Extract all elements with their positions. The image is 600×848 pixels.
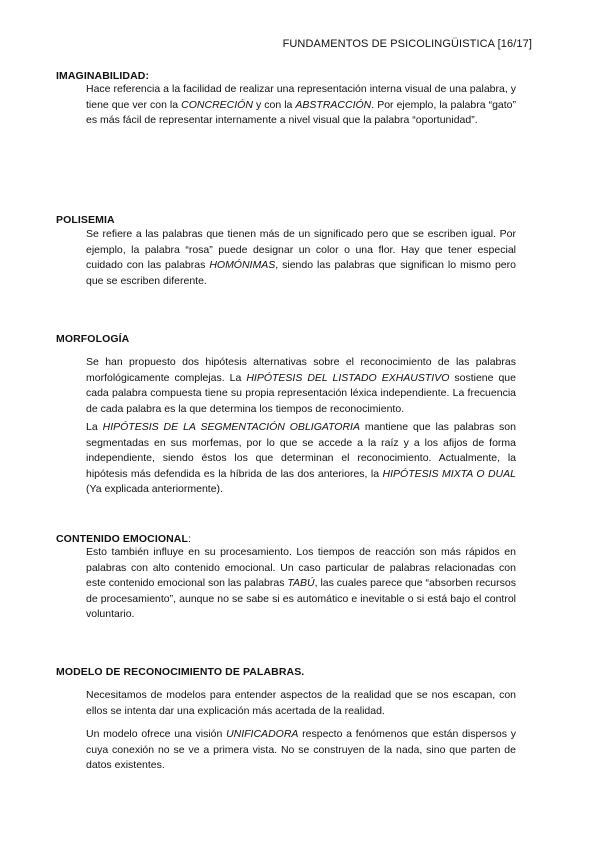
- paragraph-polisemia: [86, 227, 516, 289]
- paragraph-morfologia-2: [86, 420, 516, 498]
- italic-term: HOMÓNIMAS: [209, 259, 276, 271]
- text-run: Se refiere a las palabras que tienen más de un significado pero que se escriben igual. Por ejemplo, la palabra “rosa” puede designar un color o una flor. Hay que tener especial cuidado con las palabras: [86, 228, 516, 271]
- italic-term: ABSTRACCIÓN: [295, 98, 372, 111]
- text-run: Un modelo ofrece una visión: [86, 728, 227, 740]
- text-run: mantiene que las palabras son segmentadas en sus morfemas, por lo que se accede a la raíz y a los afijos de forma independiente, siendo éstos los que determinan el reconocimiento. Actualmente, la hipótesis más defendida es la híbrida de las dos anteriores, la: [86, 421, 516, 480]
- text-run: Necesitamos de modelos para entender aspectos de la realidad que se nos escapan, con ellos se intenta dar una explicación más acertada de la realidad.: [86, 689, 516, 717]
- section-title-imaginabilidad: IMAGINABILIDAD:: [56, 70, 150, 82]
- text-run: respecto a fenómenos que están dispersos y cuya conexión no se ve a primera vista. No se construyen de la nada, sino que parten de datos existentes.: [86, 728, 516, 771]
- paragraph-modelo-2: [86, 727, 516, 774]
- section-title-contenido-emocional: [56, 533, 191, 545]
- text-run: y con la: [252, 98, 296, 111]
- italic-term: UNIFICADORA: [226, 728, 299, 740]
- italic-term: HIPÓTESIS MIXTA O DUAL: [382, 467, 516, 480]
- page-header: FUNDAMENTOS DE PSICOLINGÜISTICA [16/17]: [282, 38, 532, 50]
- text-run: , las cuales parece que “absorben recursos de procesamiento”, aunque no se sabe si es automático e inevitable o si está bajo el control voluntario.: [86, 577, 516, 620]
- italic-term: HIPÓTESIS DE LA SEGMENTACIÓN OBLIGATORIA: [102, 421, 360, 433]
- text-run: (Ya explicada anteriormente).: [86, 483, 223, 495]
- text-run: sostiene que cada palabra compuesta tiene su propia representación léxica independiente. La frecuencia de cada palabra es la que determina los tiempos de reconocimiento.: [86, 371, 516, 415]
- section-title-polisemia: POLISEMIA: [56, 214, 115, 226]
- italic-term: CONCRECIÓN: [181, 98, 253, 111]
- paragraph-contenido-emocional: [86, 545, 516, 623]
- paragraph-morfologia-1: [86, 355, 516, 417]
- section-title-text: CONTENIDO EMOCIONAL: [56, 533, 188, 545]
- text-run: . Por ejemplo, la palabra “gato” es más fácil de representar internamente a nivel visual que la palabra “oportunidad”.: [86, 98, 517, 126]
- section-title-suffix: :: [187, 533, 192, 545]
- text-run: , siendo las palabras que significan lo mismo pero que se escriben diferente.: [86, 259, 516, 287]
- text-run: Esto también influye en su procesamiento. Los tiempos de reacción son más rápidos en palabras con alto contenido emocional. Un caso particular de palabras relacionadas con este contenido emocional son las palabras: [86, 546, 516, 589]
- text-run: Se han propuesto dos hipótesis alternativas sobre el reconocimiento de las palabras morfológicamente complejas. La: [86, 356, 516, 384]
- section-title-modelo: MODELO DE RECONOCIMIENTO DE PALABRAS.: [56, 666, 305, 678]
- paragraph-imaginabilidad: [86, 82, 516, 129]
- text-run: La: [86, 421, 103, 433]
- text-run: Hace referencia a la facilidad de realizar una representación interna visual de una palabra, y tiene que ver con la: [86, 83, 516, 111]
- section-title-morfologia: MORFOLOGÍA: [56, 333, 130, 345]
- italic-term: HIPÓTESIS DEL LISTADO EXHAUSTIVO: [246, 371, 450, 384]
- italic-term: TABÚ: [287, 577, 315, 589]
- paragraph-modelo-1: [86, 688, 516, 719]
